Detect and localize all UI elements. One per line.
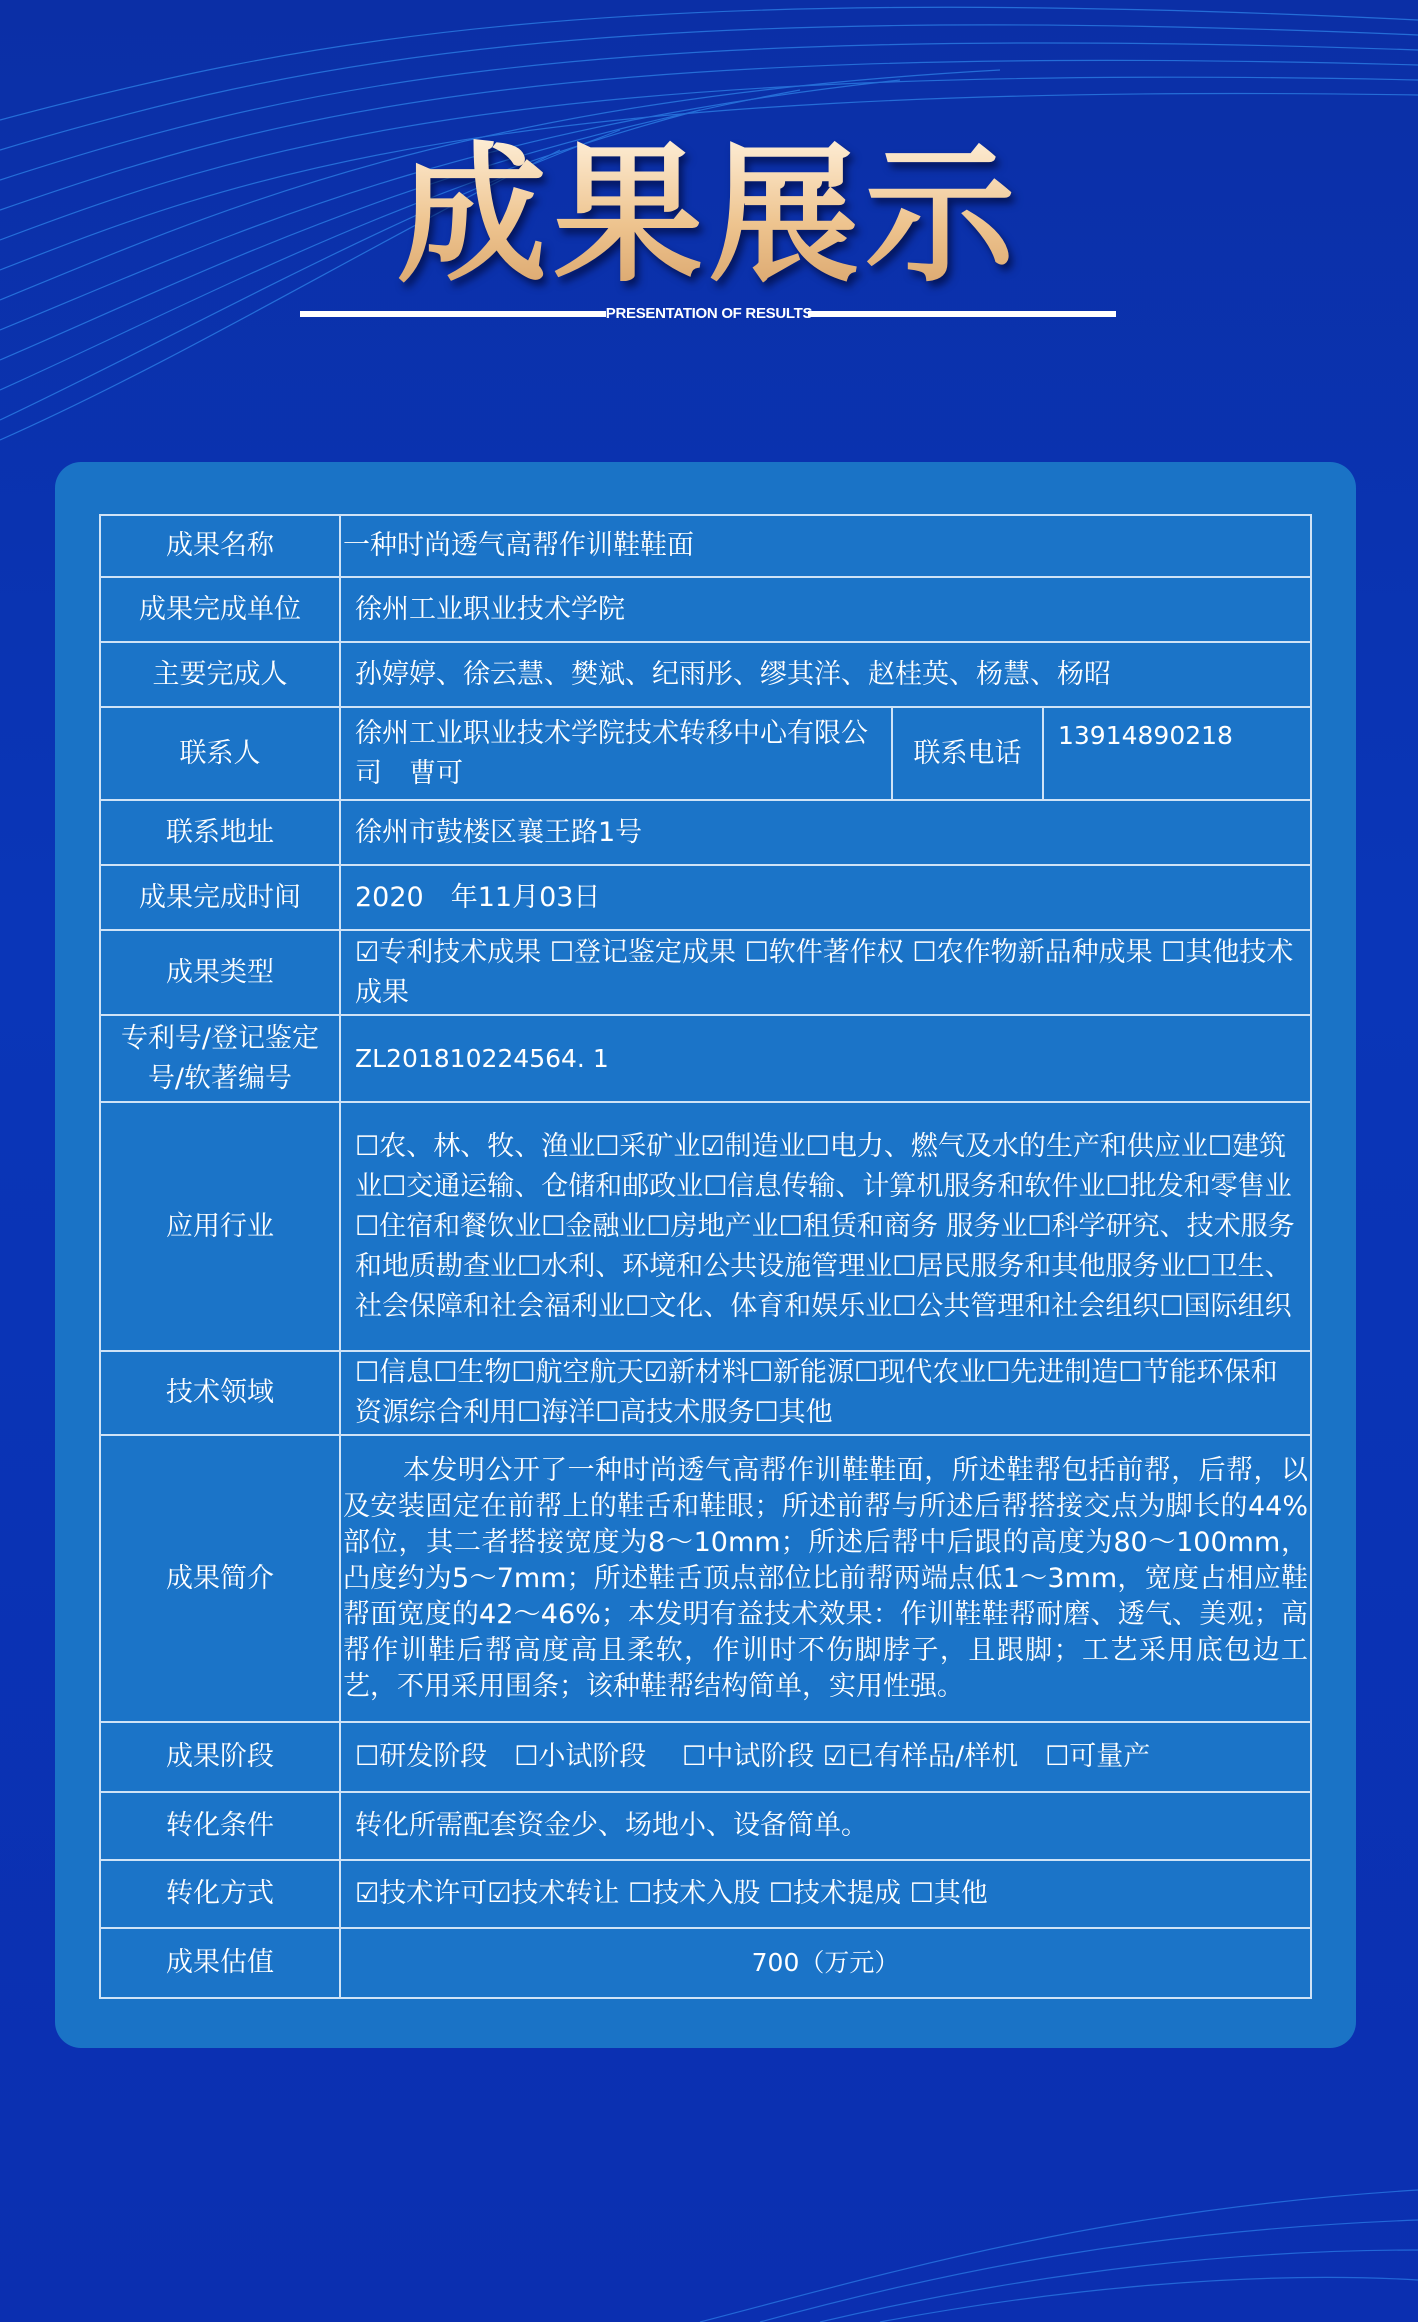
- row-type: [100, 930, 1311, 1015]
- label: 转化条件: [100, 1792, 340, 1860]
- row-date: [100, 865, 1311, 930]
- value: 孙婷婷、徐云慧、樊斌、纪雨彤、缪其洋、赵桂英、杨慧、杨昭: [340, 642, 1311, 707]
- row-industry: [100, 1102, 1311, 1351]
- value: 徐州市鼓楼区襄王路1号: [340, 800, 1311, 865]
- value: ☐农、林、牧、渔业☐采矿业☑制造业☐电力、燃气及水的生产和供应业☐建筑业☐交通运输、仓储和邮政业☐信息传输、计算机服务和软件业☐批发和零售业☐住宿和餐饮业☐金融业☐房地产业☐租赁和商务 服务业☐科学研究、技术服务和地质勘查业☐水利、环境和公共设施管理业☐居民服务和其他服务业☐卫生、社会保障和社会福利业☐文化、体育和娱乐业☐公共管理和社会组织☐国际组织: [340, 1102, 1311, 1351]
- value: ZL201810224564. 1: [340, 1015, 1311, 1102]
- label: 应用行业: [100, 1102, 340, 1351]
- label: 成果估值: [100, 1928, 340, 1998]
- label: 专利号/登记鉴定号/软著编号: [100, 1015, 340, 1102]
- value: 徐州工业职业技术学院技术转移中心有限公司 曹可: [340, 707, 892, 800]
- label: 联系人: [100, 707, 340, 800]
- value: ☐研发阶段 ☐小试阶段 ☐中试阶段 ☑已有样品/样机 ☐可量产: [340, 1722, 1311, 1792]
- label: 成果阶段: [100, 1722, 340, 1792]
- row-people: [100, 642, 1311, 707]
- row-address: [100, 800, 1311, 865]
- value: ☐信息☐生物☐航空航天☑新材料☐新能源☐现代农业☐先进制造☐节能环保和资源综合利用☐海洋☐高技术服务☐其他: [340, 1351, 1311, 1435]
- value: 本发明公开了一种时尚透气高帮作训鞋鞋面，所述鞋帮包括前帮，后帮，以及安装固定在前帮上的鞋舌和鞋眼；所述前帮与所述后帮搭接交点为脚长的44%部位，其二者搭接宽度为8～10mm；所述后帮中后跟的高度为80～100mm，凸度约为5～7mm；所述鞋舌顶点部位比前帮两端点低1～3mm，宽度占相应鞋帮面宽度的42～46%；本发明有益技术效果：作训鞋鞋帮耐磨、透气、美观；高帮作训鞋后帮高度高且柔软，作训时不伤脚脖子，且跟脚；工艺采用底包边工艺，不用采用围条；该种鞋帮结构简单，实用性强。: [340, 1435, 1311, 1722]
- row-contact: [100, 707, 1311, 800]
- value: 徐州工业职业技术学院: [340, 577, 1311, 642]
- value: 转化所需配套资金少、场地小、设备简单。: [340, 1792, 1311, 1860]
- label: 成果名称: [100, 515, 340, 577]
- phone-value: 13914890218: [1043, 707, 1311, 800]
- row-condition: [100, 1792, 1311, 1860]
- row-field: [100, 1351, 1311, 1435]
- label: 成果简介: [100, 1435, 340, 1722]
- value: 700（万元）: [340, 1928, 1311, 1998]
- row-valuation: [100, 1928, 1311, 1998]
- row-patent: [100, 1015, 1311, 1102]
- value: ☑专利技术成果 ☐登记鉴定成果 ☐软件著作权 ☐农作物新品种成果 ☐其他技术成果: [340, 930, 1311, 1015]
- row-name: [100, 515, 1311, 577]
- results-table: [99, 514, 1312, 1999]
- value: ☑技术许可☑技术转让 ☐技术入股 ☐技术提成 ☐其他: [340, 1860, 1311, 1928]
- page-title: 成果展示: [0, 130, 1418, 300]
- label: 成果完成时间: [100, 865, 340, 930]
- label: 主要完成人: [100, 642, 340, 707]
- row-stage: [100, 1722, 1311, 1792]
- label: 成果类型: [100, 930, 340, 1015]
- row-intro: [100, 1435, 1311, 1722]
- value: 2020 年11月03日: [340, 865, 1311, 930]
- label: 转化方式: [100, 1860, 340, 1928]
- value: 一种时尚透气高帮作训鞋鞋面: [340, 515, 1311, 577]
- label: 成果完成单位: [100, 577, 340, 642]
- label: 联系地址: [100, 800, 340, 865]
- page-subtitle: PRESENTATION OF RESULTS: [605, 305, 813, 322]
- wave-decoration-bottom: [0, 2150, 1418, 2322]
- label: 技术领域: [100, 1351, 340, 1435]
- phone-label: 联系电话: [892, 707, 1043, 800]
- row-unit: [100, 577, 1311, 642]
- row-method: [100, 1860, 1311, 1928]
